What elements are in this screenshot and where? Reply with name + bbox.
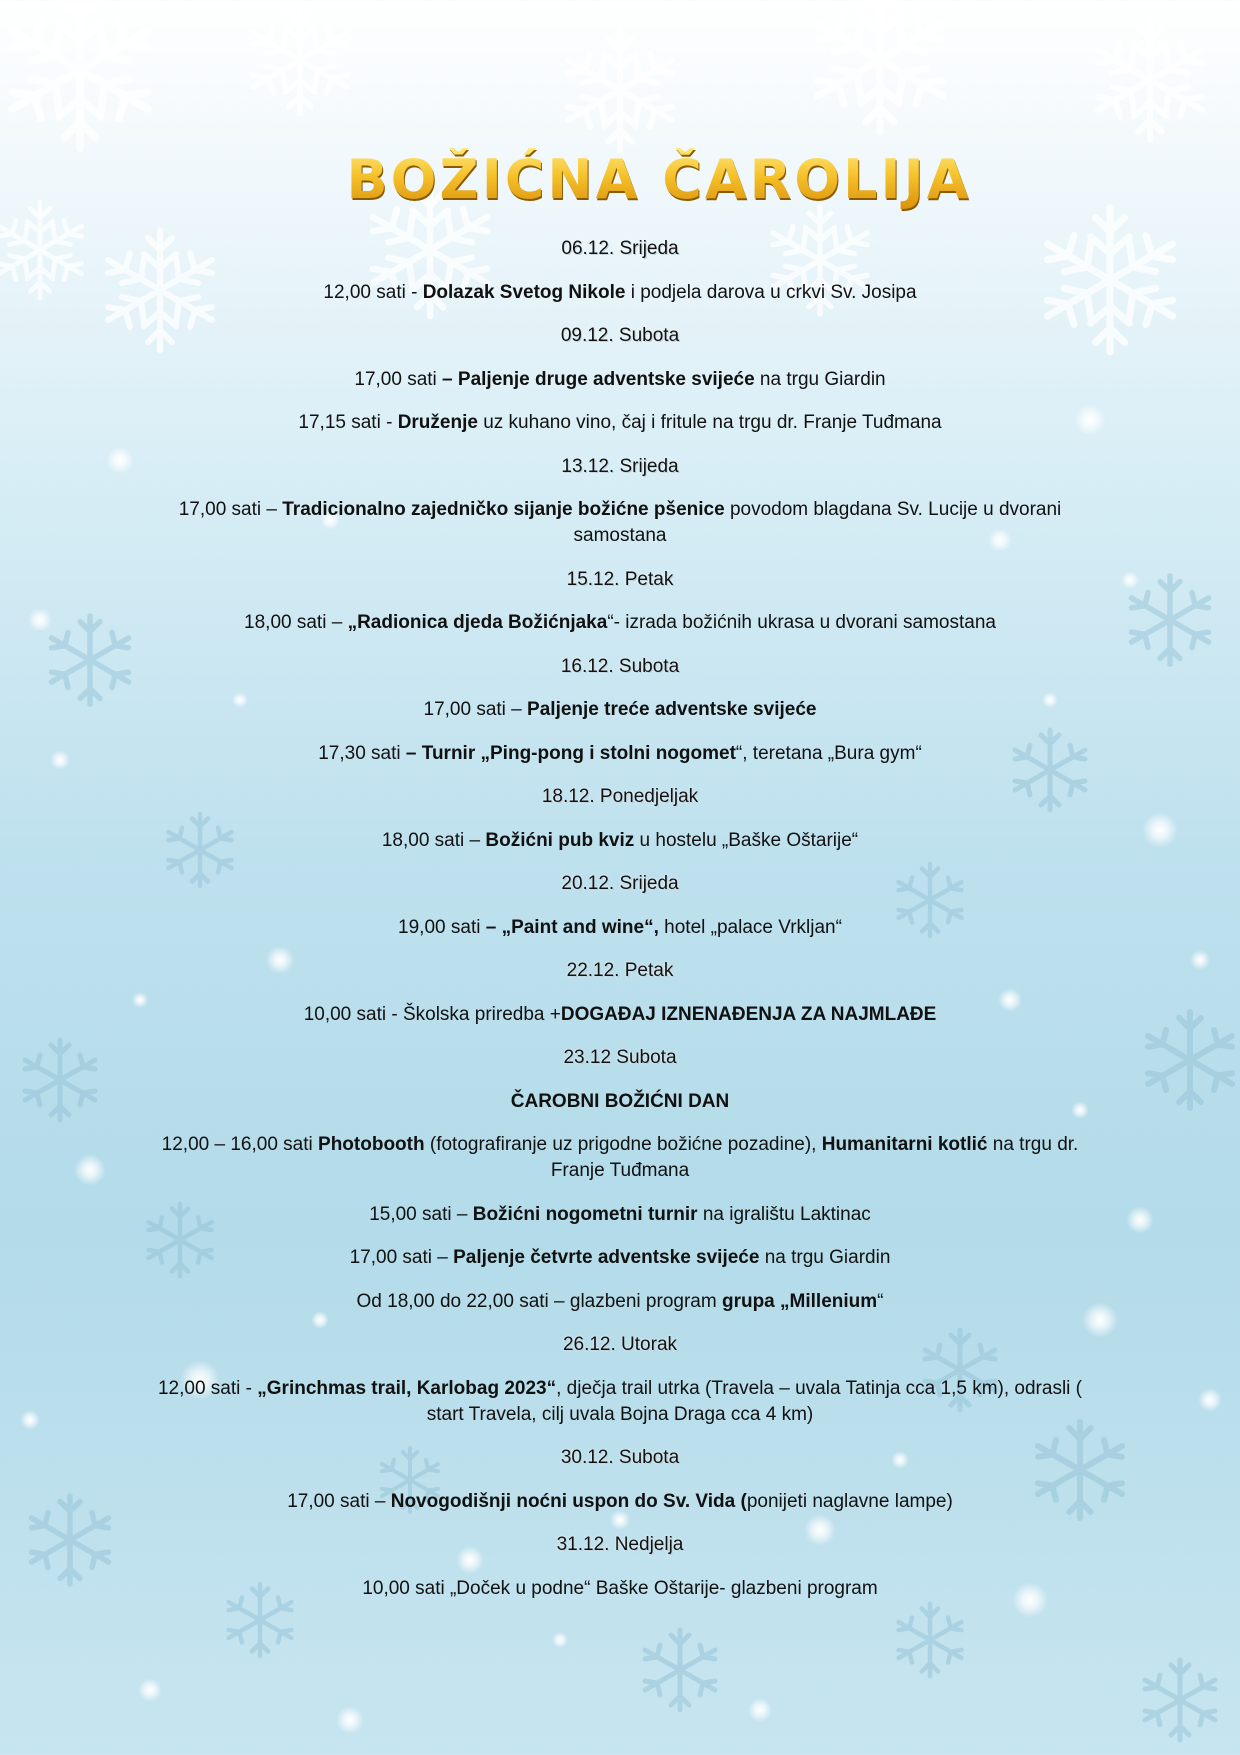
event-line: 17,00 sati – Paljenje četvrte adventske svijeće na trgu Giardin (349, 1247, 891, 1268)
day-heading: 23.12 Subota (563, 1047, 677, 1068)
day-heading: 22.12. Petak (566, 960, 674, 981)
event-line: 12,00 sati - Dolazak Svetog Nikole i podjela darova u crkvi Sv. Josipa (323, 281, 917, 303)
day-heading: 20.12. Srijeda (561, 873, 679, 894)
day-heading: 13.12. Srijeda (561, 455, 679, 477)
event-line: 10,00 sati „Doček u podne“ Baške Oštarije- glazbeni program (362, 1577, 878, 1599)
event-line: 12,00 sati - „Grinchmas trail, Karlobag 2023“, dječja trail utrka (Travela – uvala Tatinja cca 1,5 km), odrasli ( start Travela, cilj uvala Bojna Draga cca 4 km) (157, 1377, 1082, 1425)
day-heading: 16.12. Subota (560, 655, 680, 677)
event-line: 17,00 sati – Novogodišnji noćni uspon do Sv. Vida (ponijeti naglavne lampe) (287, 1490, 953, 1512)
event-line: 18,00 sati – „Radionica djeda Božićnjaka“- izrada božićnih ukrasa u dvorani samostana (244, 612, 996, 633)
special-day-title: ČAROBNI BOŽIĆNI DAN (510, 1090, 730, 1112)
event-schedule (140, 236, 1100, 1619)
day-heading: 06.12. Srijeda (561, 238, 679, 259)
event-line: 18,00 sati – Božićni pub kviz u hostelu „Baške Oštarije“ (381, 829, 859, 851)
event-line: 17,15 sati - Druženje uz kuhano vino, čaj i fritule na trgu dr. Franje Tuđmana (298, 412, 942, 433)
event-line: 17,00 sati – Paljenje treće adventske svijeće (423, 699, 817, 720)
event-line: 15,00 sati – Božićni nogometni turnir na igralištu Laktinac (369, 1203, 871, 1225)
event-line: 12,00 – 16,00 sati Photobooth (fotografiranje uz prigodne božićne pozadine), Humanitarni kotlić na trgu dr. Franje Tuđmana (161, 1134, 1079, 1181)
day-heading: 15.12. Petak (566, 568, 674, 590)
day-heading: 30.12. Subota (560, 1447, 680, 1468)
day-heading: 18.12. Ponedjeljak (541, 786, 699, 807)
event-line: 17,00 sati – Paljenje druge adventske svijeće na trgu Giardin (354, 368, 886, 390)
day-heading: 26.12. Utorak (562, 1334, 678, 1355)
event-line: 17,30 sati – Turnir „Ping-pong i stolni nogomet“, teretana „Bura gym“ (318, 742, 922, 764)
event-line: 17,00 sati – Tradicionalno zajedničko sijanje božićne pšenice povodom blagdana Sv. Lucije u dvorani samostana (178, 499, 1062, 546)
poster-title: BOŽIĆNA ČAROLIJA (0, 148, 1240, 211)
event-line: 19,00 sati – „Paint and wine“, hotel „palace Vrkljan“ (398, 916, 842, 938)
event-line: Od 18,00 do 22,00 sati – glazbeni program grupa „Millenium“ (356, 1290, 884, 1312)
day-heading: 31.12. Nedjelja (556, 1534, 684, 1555)
day-heading: 09.12. Subota (560, 325, 680, 346)
event-line: 10,00 sati - Školska priredba +DOGAĐAJ IZNENAĐENJA ZA NAJMLAĐE (303, 1003, 937, 1025)
